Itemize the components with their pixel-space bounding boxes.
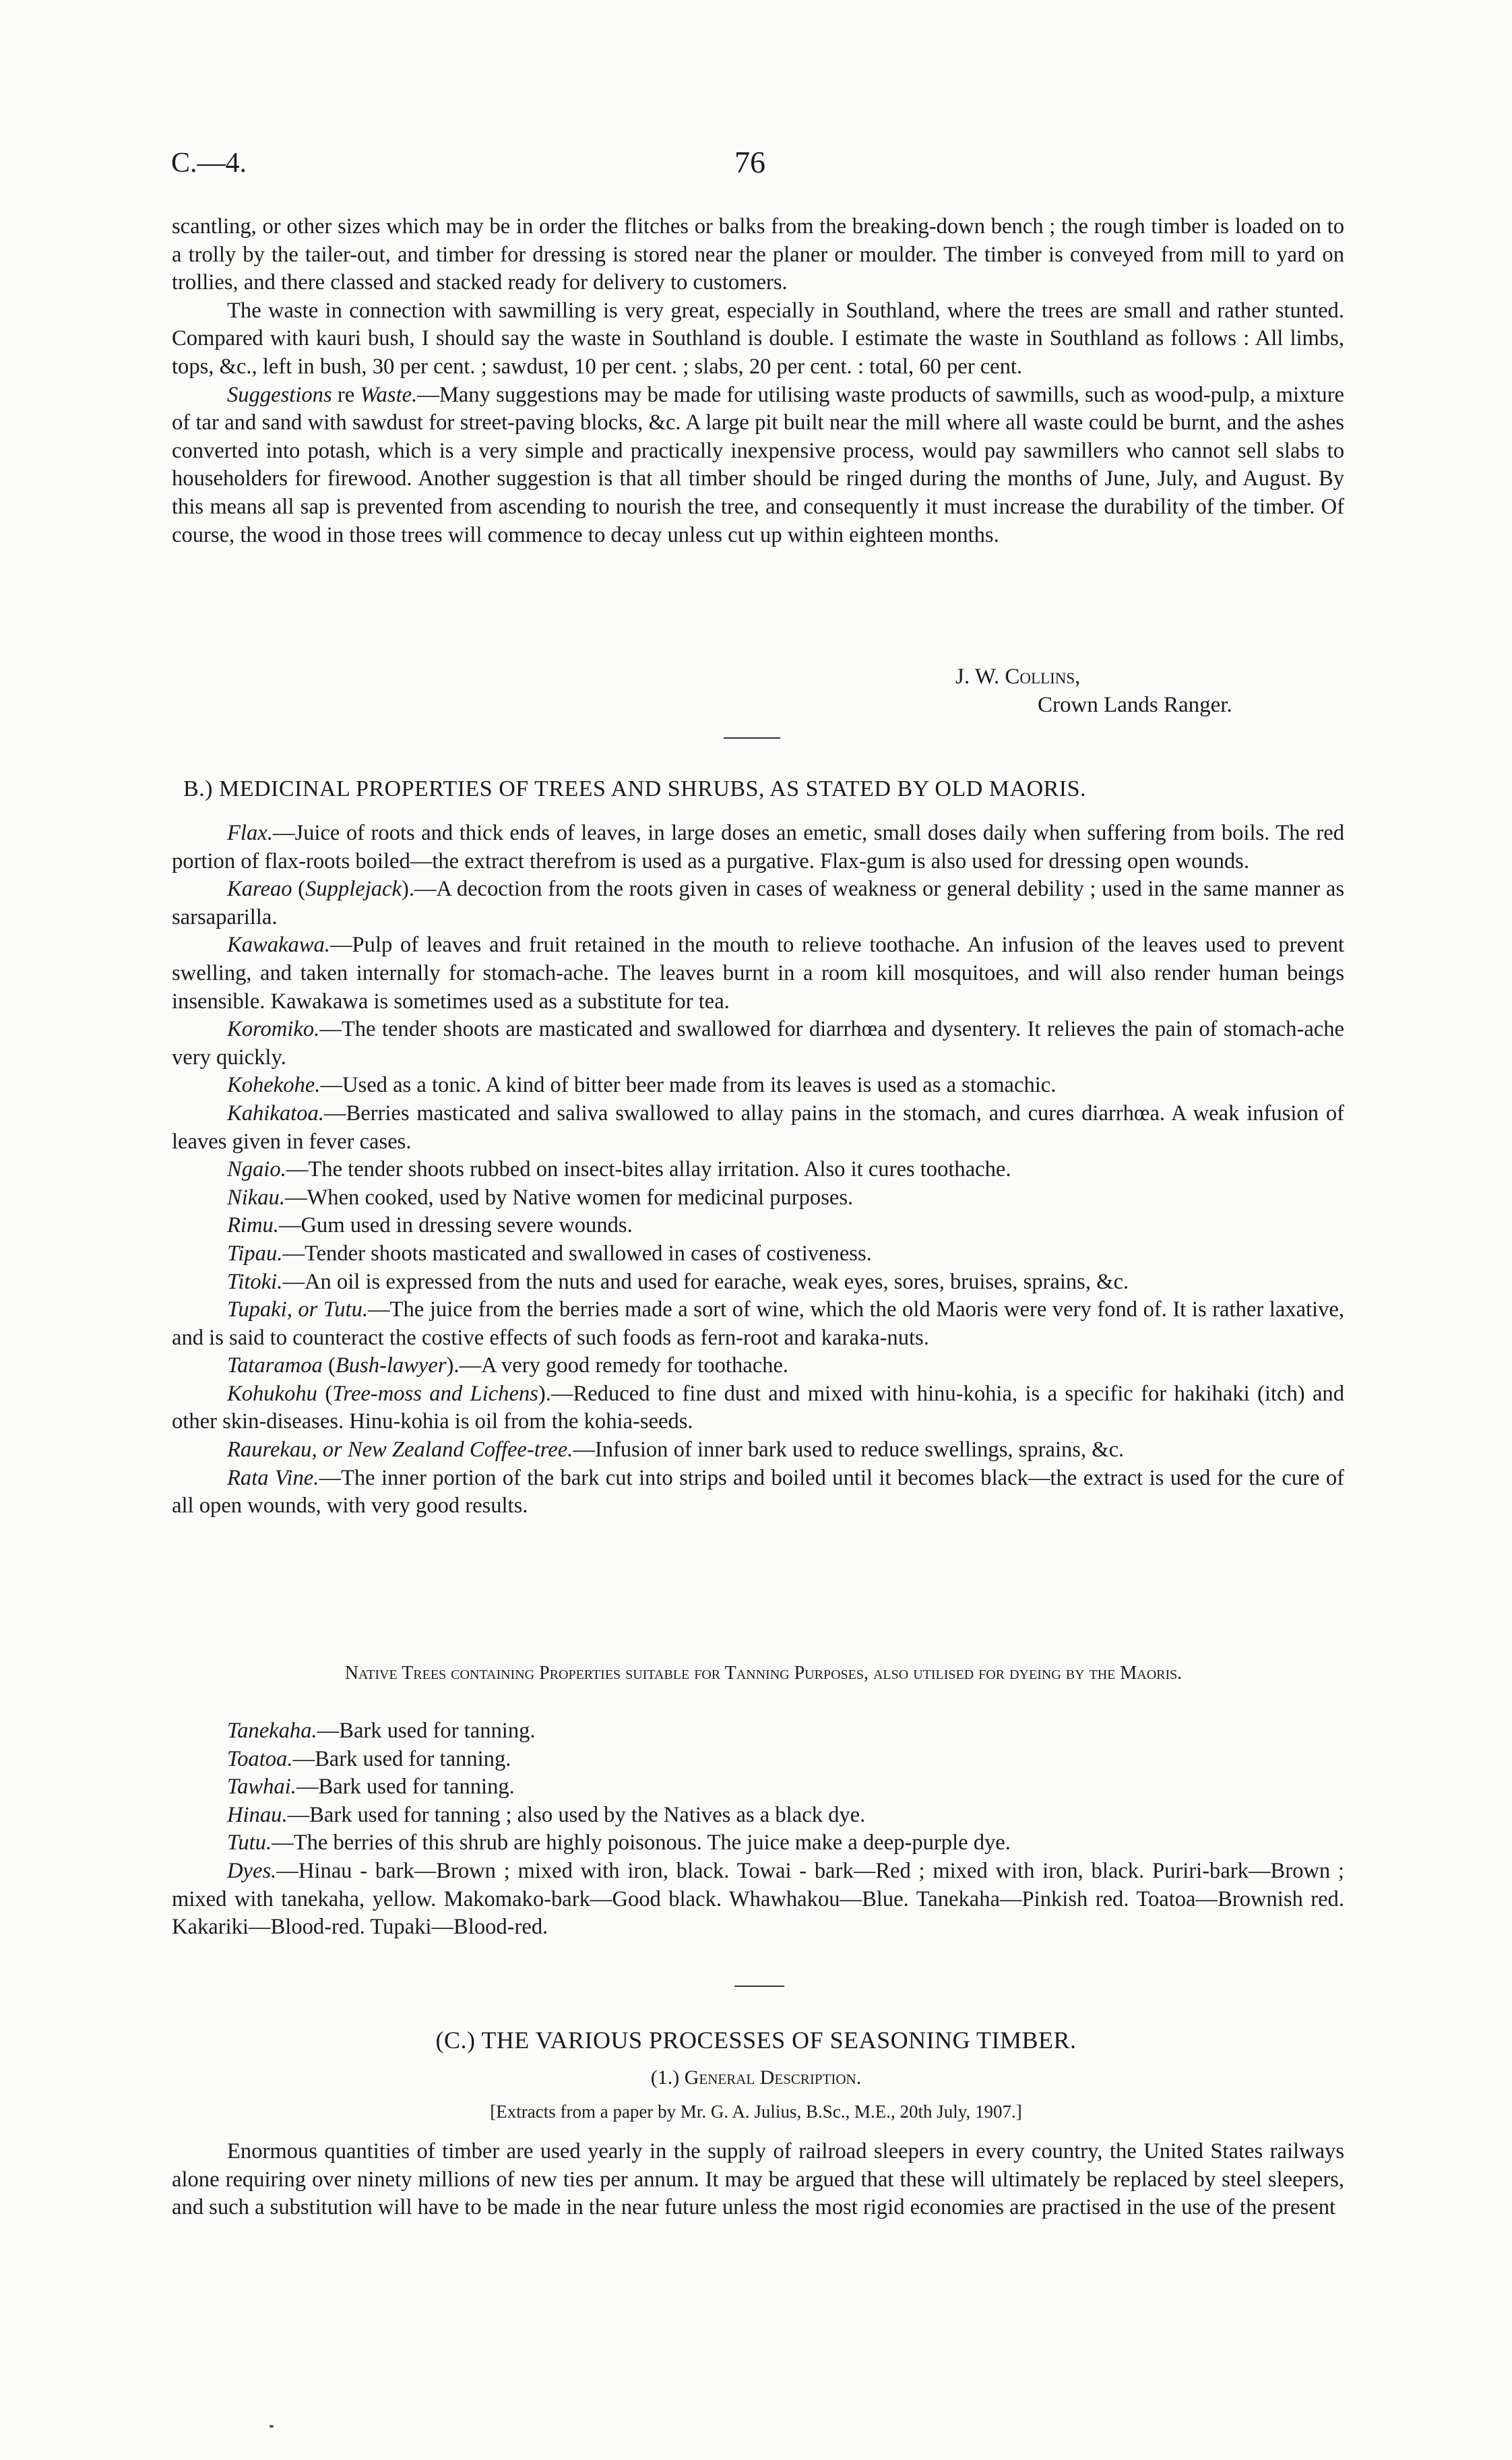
entry-kohekohe: Kohekohe.—Used as a tonic. A kind of bitter beer made from its leaves is used as a stomachic. <box>227 1073 1057 1098</box>
suggestions-text: —Many suggestions may be made for utilising waste products of sawmills, such as wood-pulp, a mixture of tar and sand with sawdust for street-paving blocks, &c. A large pit built near the mill where all waste could be burnt, and the ashes converted into potash, which is a very simple and practically inexpensive process, would pay sawmillers who cannot sell slabs to householders for firewood. Another suggestion is that all timber should be ringed during the months of June, July, and August. By this means all sap is prevented from ascending to nourish the tree, and consequently it must increase the durability of the timber. Of course, the wood in those trees will commence to decay unless cut up within eighteen months. <box>172 382 1345 547</box>
entry-tupaki: Tupaki, or Tutu.—The juice from the berries made a sort of wine, which the old Maoris were very fond of. It is rather laxative, and is said to counteract the costive effects of such foods as fern-root and karaka-nuts. <box>172 1297 1344 1350</box>
paragraph: The waste in connection with sawmilling is very great, especially in Southland, where the trees are small and rather stunted. Compared with kauri bush, I should say the waste in Southland is double. I estimate the waste in Southland as follows : All limbs, tops, &c., left in bush, 30 per cent. ; sawdust, 10 per cent. ; slabs, 20 per cent. : total, 60 per cent. <box>172 298 1344 379</box>
paragraph: scantling, or other sizes which may be in order the flitches or balks from the breaking-down bench ; the rough timber is loaded on to a trolly by the tailer-out, and timber for dressing is stored near the planer or moulder. The timber is conveyed from mill to yard on trollies, and there classed and stacked ready for delivery to customers. <box>172 214 1344 295</box>
signature-title: Crown Lands Ranger. <box>1038 693 1232 717</box>
suggestions-re: re <box>337 382 355 407</box>
entry-tanekaha: Tanekaha.—Bark used for tanning. <box>227 1719 536 1743</box>
entry-hinau: Hinau.—Bark used for tanning ; also used by the Natives as a black dye. <box>227 1802 866 1827</box>
entry-kawakawa: Kawakawa.—Pulp of leaves and fruit retained in the mouth to relieve toothache. An infusion of the leaves used to prevent swelling, and taken internally for stomach-ache. The leaves burnt in a room kill mosquitoes, and will also render human beings insensible. Kawakawa is sometimes used as a substitute for tea. <box>172 933 1344 1014</box>
entry-kareao: Kareao (Supplejack).—A decoction from the roots given in cases of weakness or general debility ; used in the same manner as sarsaparilla. <box>172 877 1345 929</box>
suggestions-word: Waste. <box>360 382 418 407</box>
tanning-body <box>172 1717 1344 1942</box>
entry-tataramoa: Tataramoa (Bush-lawyer).—A very good remedy for toothache. <box>227 1353 789 1378</box>
section-b-body <box>172 820 1344 1520</box>
entry-dyes: Dyes.—Hinau - bark—Brown ; mixed with iron, black. Towai - bark—Red ; mixed with iron, black. Puriri-bark—Brown ; mixed with tanekaha, yellow. Makomako-bark—Good black. Whawhakou—Blue. Tanekaha—Pinkish red. Toatoa—Brownish red. Kakariki—Blood-red. Tupaki—Blood-red. <box>172 1858 1344 1940</box>
entry-kahikatoa: Kahikatoa.—Berries masticated and saliva swallowed to allay pains in the stomach, and cures diarrhœa. A weak infusion of leaves given in fever cases. <box>172 1101 1344 1154</box>
entry-rimu: Rimu.—Gum used in dressing severe wounds. <box>227 1213 633 1238</box>
extract-note: [Extracts from a paper by Mr. G. A. Julius, B.Sc., M.E., 20th July, 1907.] <box>490 2101 1022 2122</box>
signature-name: J. W. Collins, <box>955 665 1081 689</box>
suggestions-paragraph <box>172 381 1344 550</box>
page-number: 76 <box>734 145 765 179</box>
entry-toatoa: Toatoa.—Bark used for tanning. <box>227 1746 511 1771</box>
section-c-heading: (C.) THE VARIOUS PROCESSES OF SEASONING TIMBER. <box>435 2027 1077 2054</box>
entry-flax: Flax.—Juice of roots and thick ends of leaves, in large doses an emetic, small doses daily when suffering from boils. The red portion of flax-roots boiled—the extract therefrom is used as a purgative. Flax-gum is also used for dressing open wounds. <box>172 821 1344 873</box>
section-c-body <box>172 2138 1344 2222</box>
entry-rata-vine: Rata Vine.—The inner portion of the bark cut into strips and boiled until it becomes black—the extract is used for the cure of all open wounds, with very good results. <box>172 1465 1344 1518</box>
section-c-subheading: (1.) General Description. <box>650 2066 862 2089</box>
section-b-heading: B.) MEDICINAL PROPERTIES OF TREES AND SHRUBS, AS STATED BY OLD MAORIS. <box>183 776 1087 801</box>
paragraph: Enormous quantities of timber are used yearly in the supply of railroad sleepers in every country, the United States railways alone requiring over ninety millions of new ties per annum. It may be argued that these will ultimately be replaced by steel sleepers, and such a substitution will have to be made in the near future unless the most rigid economies are practised in the use of the present <box>172 2139 1344 2220</box>
entry-koromiko: Koromiko.—The tender shoots are masticated and swallowed for diarrhœa and dysentery. It relieves the pain of stomach-ache very quickly. <box>172 1017 1344 1070</box>
entry-nikau: Nikau.—When cooked, used by Native women for medicinal purposes. <box>227 1185 854 1210</box>
entry-ngaio: Ngaio.—The tender shoots rubbed on insect-bites allay irritation. Also it cures toothache. <box>227 1157 1011 1182</box>
section-a-body <box>172 213 1344 549</box>
entry-tawhai: Tawhai.—Bark used for tanning. <box>227 1775 515 1800</box>
divider <box>724 737 780 739</box>
entry-tutu: Tutu.—The berries of this shrub are highly poisonous. The juice make a deep-purple dye. <box>227 1831 1011 1855</box>
entry-kohukohu: Kohukohu (Tree-moss and Lichens).—Reduced to fine dust and mixed with hinu-kohia, is a specific for hakihaki (itch) and other skin-diseases. Hinu-kohia is oil from the kohia-seeds. <box>172 1381 1345 1434</box>
entry-titoki: Titoki.—An oil is expressed from the nuts and used for earache, weak eyes, sores, bruises, sprains, &c. <box>227 1269 1129 1294</box>
tanning-heading: Native Trees containing Properties suitable for Tanning Purposes, also utilised for dyeing by the Maoris. <box>344 1663 1183 1684</box>
print-speck <box>270 2425 274 2428</box>
entry-tipau: Tipau.—Tender shoots masticated and swallowed in cases of costiveness. <box>227 1241 872 1266</box>
divider <box>734 1986 784 1987</box>
report-reference: C.—4. <box>171 148 247 179</box>
suggestions-term: Suggestions <box>227 382 332 407</box>
entry-raurekau: Raurekau, or New Zealand Coffee-tree.—Infusion of inner bark used to reduce swellings, sprains, &c. <box>227 1438 1125 1463</box>
